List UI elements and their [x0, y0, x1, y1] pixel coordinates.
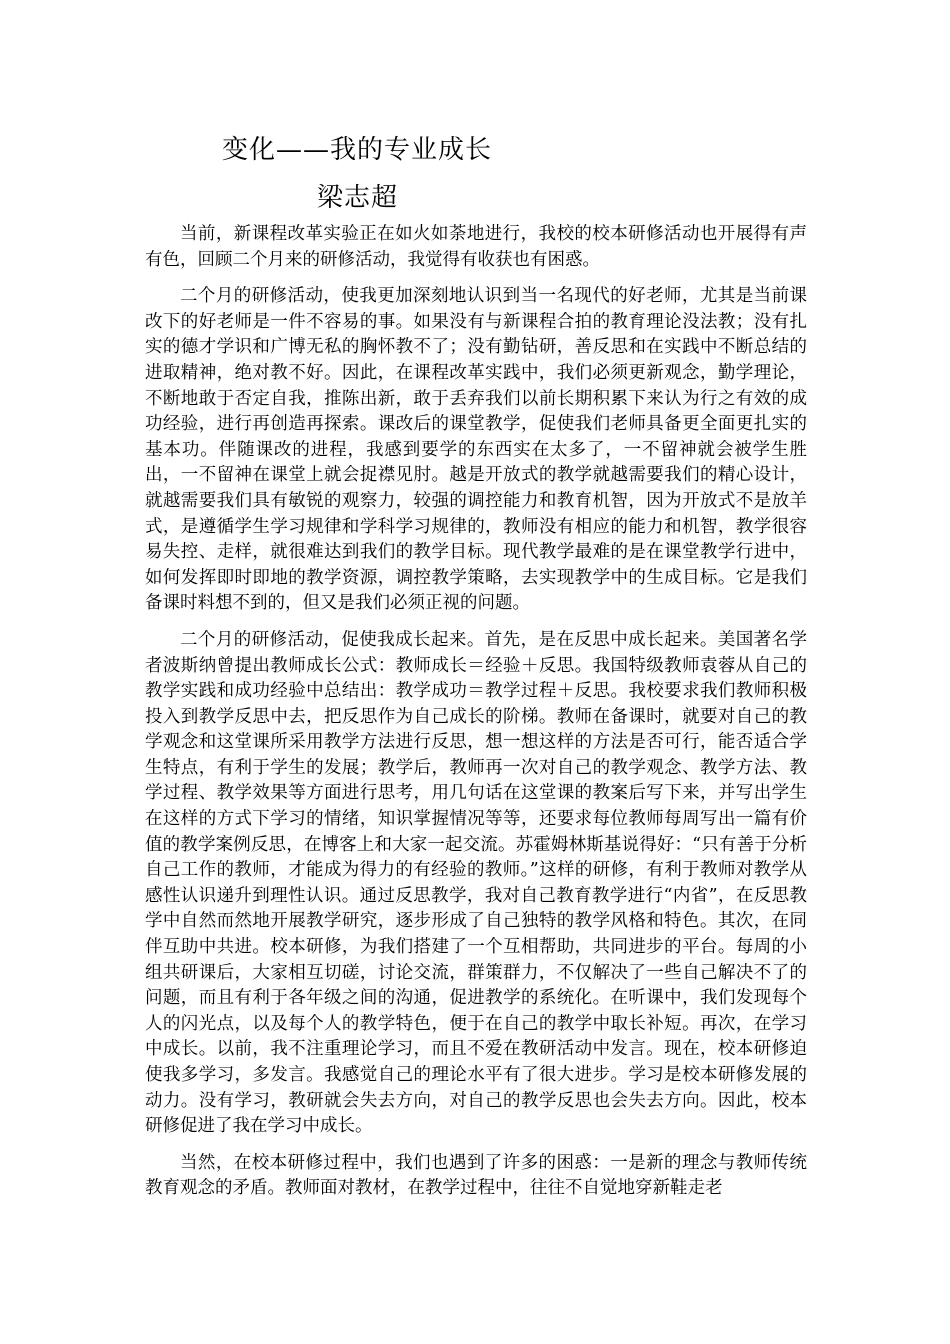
document-body: [145, 222, 807, 1213]
document-author: 梁志超: [317, 183, 399, 213]
paragraph: 当然，在校本研修过程中，我们也遇到了许多的困惑：一是新的理念与教师传统教育观念的矛盾。教师面对教材，在教学过程中，往往不自觉地穿新鞋走老: [145, 1152, 807, 1199]
paragraph: 二个月的研修活动，促使我成长起来。首先，是在反思中成长起来。美国著名学者波斯纳曾提出教师成长公式：教师成长＝经验＋反思。我国特级教师袁蓉从自己的教学实践和成功经验中总结出：教学成功＝教学过程＋反思。我校要求我们教师积极投入到教学反思中去，把反思作为自己成长的阶梯。教师在备课时，就要对自己的教学观念和这堂课所采用教学方法进行反思，想一想这样的方法是否可行，能否适合学生特点，有利于学生的发展；教学后，教师再一次对自己的教学观念、教学方法、教学过程、教学效果等方面进行思考，用几句话在这堂课的教案后写下来，并写出学生在这样的方式下学习的情绪，知识掌握情况等等，还要求每位教师每周写出一篇有价值的教学案例反思，在博客上和大家一起交流。苏霍姆林斯基说得好：“只有善于分析自己工作的教师，才能成为得力的有经验的教师。”这样的研修，有利于教师对教学从感性认识递升到理性认识。通过反思教学，我对自己教育教学进行“内省”，在反思教学中自然而然地开展教学研究，逐步形成了自己独特的教学风格和特色。其次，在同伴互助中共进。校本研修，为我们搭建了一个互相帮助，共同进步的平台。每周的小组共研课后，大家相互切磋，讨论交流，群策群力，不仅解决了一些自己解决不了的问题，而且有利于各年级之间的沟通，促进教学的系统化。在听课中，我们发现每个人的闪光点，以及每个人的教学特色，便于在自己的教学中取长补短。再次，在学习中成长。以前，我不注重理论学习，而且不爱在教研活动中发言。现在，校本研修迫使我多学习，多发言。我感觉自己的理论水平有了很大进步。学习是校本研修发展的动力。没有学习，教研就会失去方向，对自己的教学反思也会失去方向。因此，校本研修促进了我在学习中成长。: [145, 629, 807, 1137]
paragraph: 当前，新课程改革实验正在如火如荼地进行，我校的校本研修活动也开展得有声有色，回顾二个月来的研修活动，我觉得有收获也有困惑。: [145, 224, 807, 270]
document-title: 变化——我的专业成长: [222, 135, 493, 165]
paragraph: 二个月的研修活动，使我更加深刻地认识到当一名现代的好老师，尤其是当前课改下的好老师是一件不容易的事。如果没有与新课程合拍的教育理论没法教；没有扎实的德才学识和广博无私的胸怀教不了；没有勤钻研，善反思和在实践中不断总结的进取精神，绝对教不好。因此，在课程改革实践中，我们必须更新观念，勤学理论，不断地敢于否定自我，推陈出新，敢于丢弃我们以前长期积累下来认为行之有效的成功经验，进行再创造再探索。课改后的课堂教学，促使我们老师具备更全面更扎实的基本功。伴随课改的进程，我感到要学的东西实在太多了，一不留神就会被学生胜出，一不留神在课堂上就会捉襟见肘。越是开放式的教学就越需要我们的精心设计，就越需要我们具有敏锐的观察力，较强的调控能力和教育机智，因为开放式不是放羊式，是遵循学生学习规律和学科学习规律的，教师没有相应的能力和机智，教学很容易失控、走样，就很难达到我们的教学目标。现代教学最难的是在课堂教学行进中，如何发挥即时即地的教学资源，调控教学策略，去实现教学中的生成目标。它是我们备课时料想不到的，但又是我们必须正视的问题。: [145, 286, 807, 614]
